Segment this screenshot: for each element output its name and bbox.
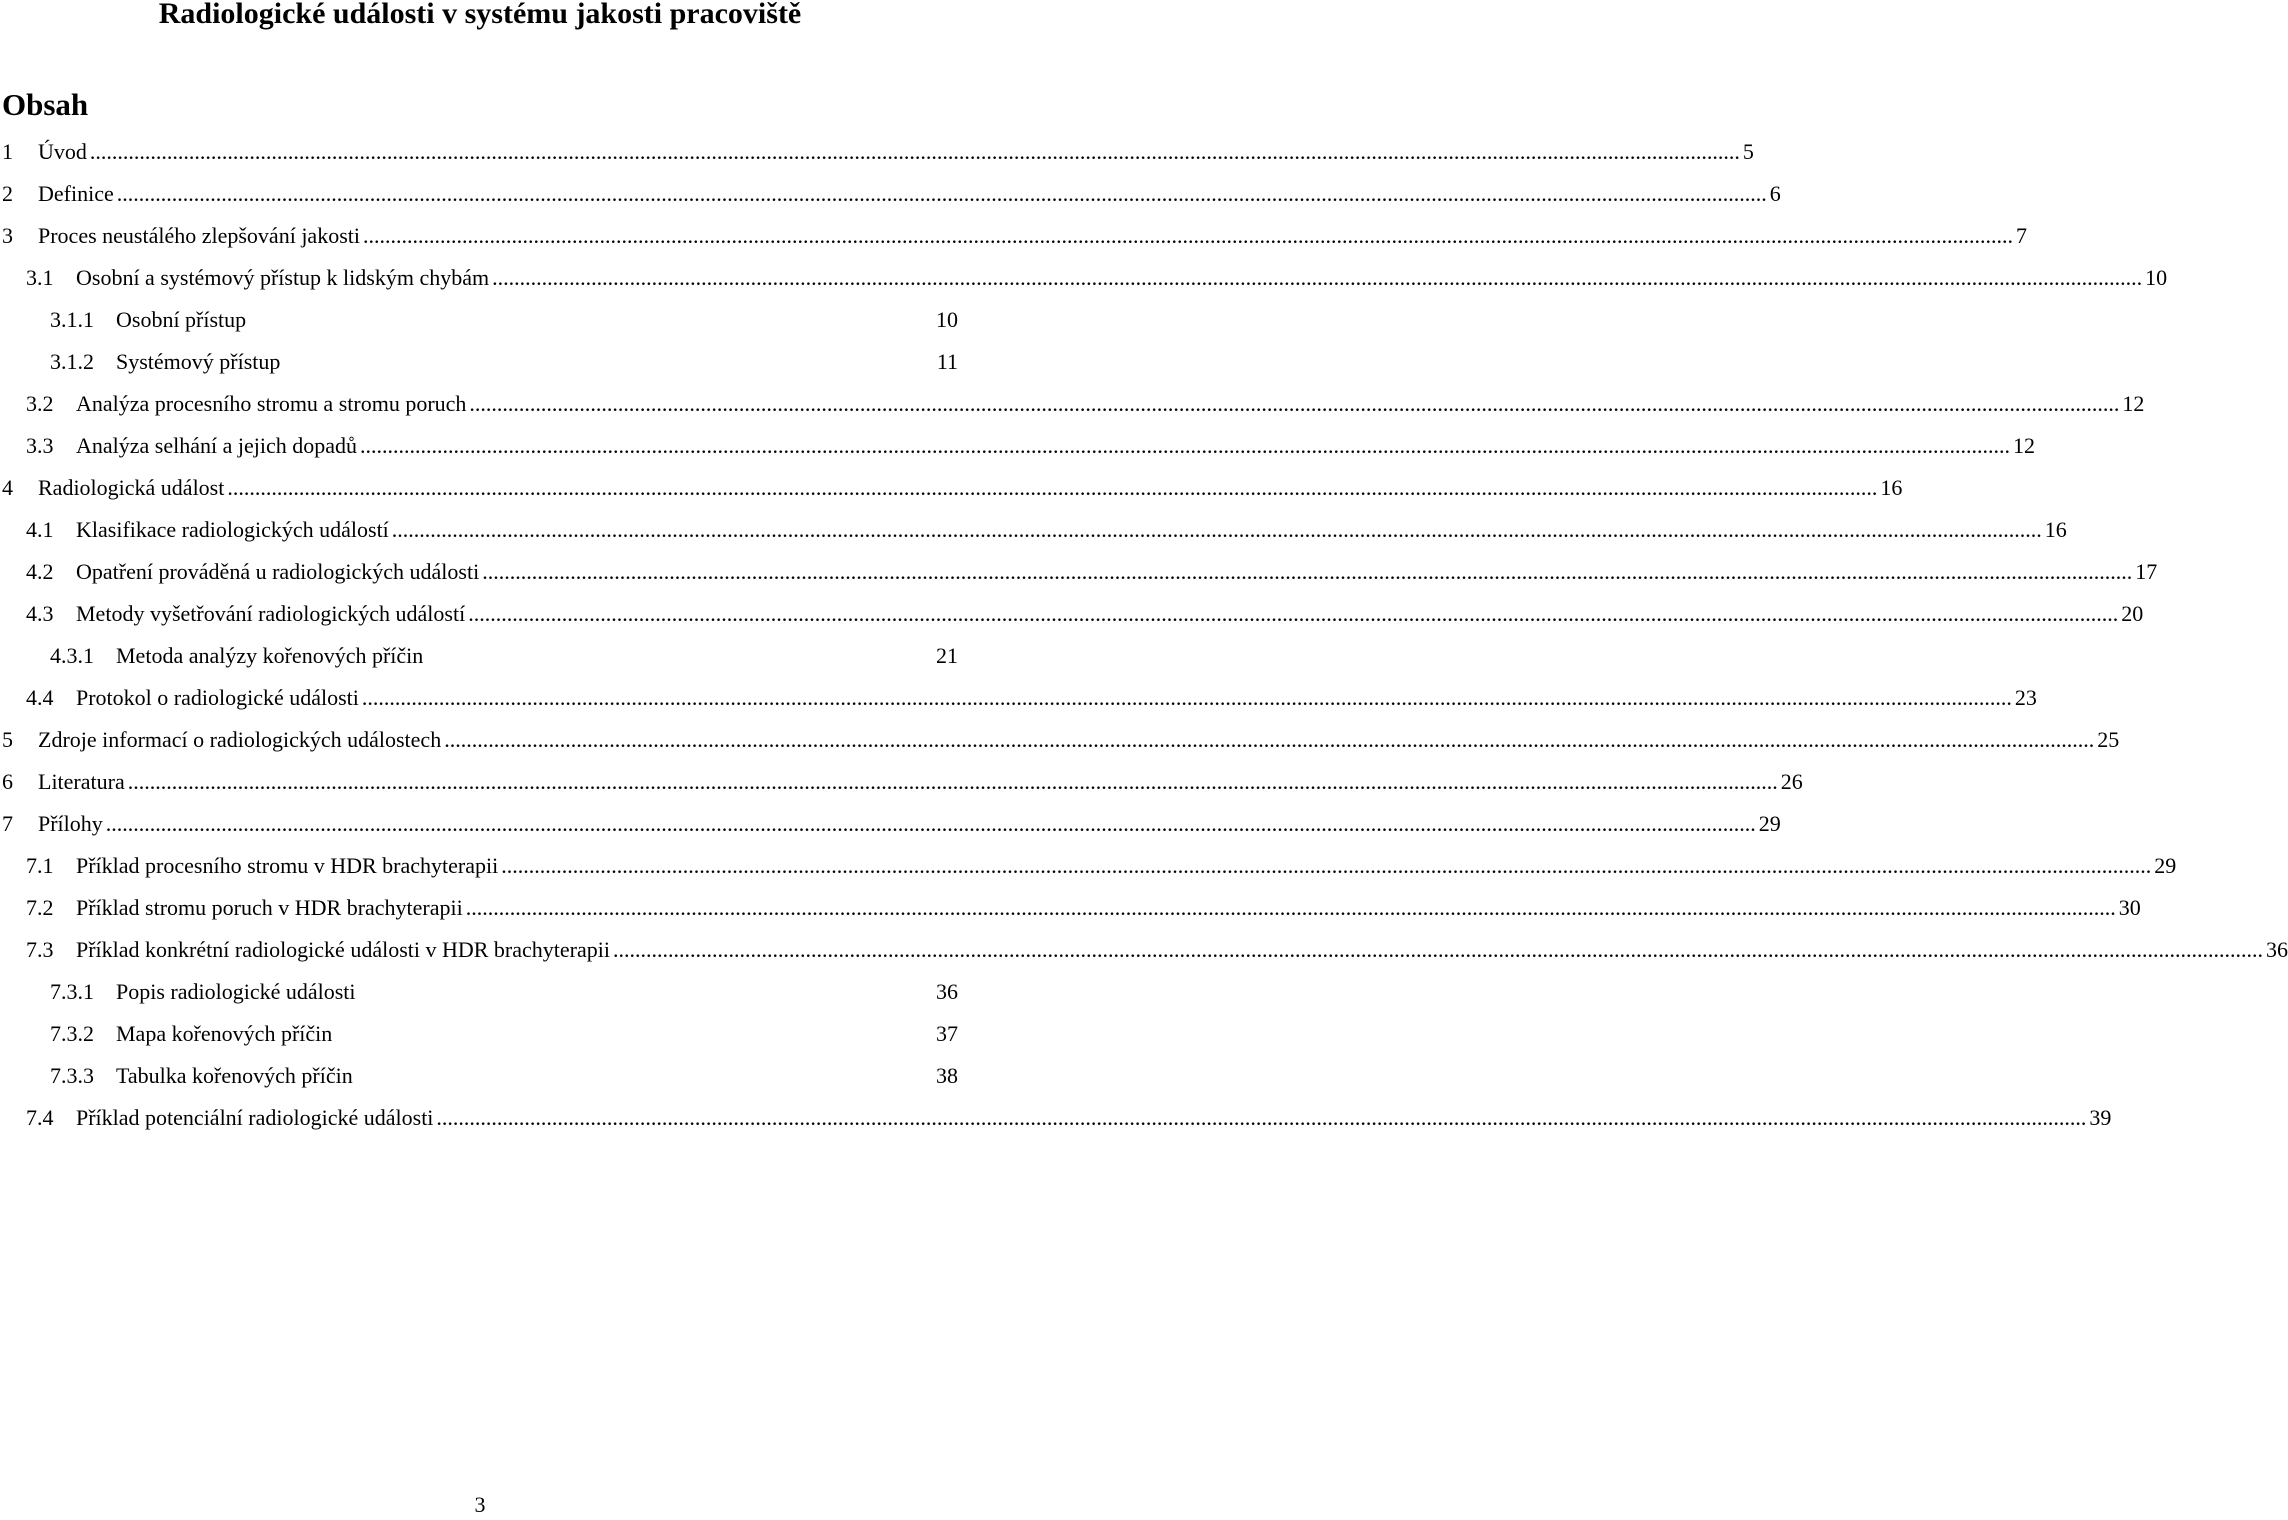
toc-entry-page: 23 <box>2014 685 2037 710</box>
toc-entry[interactable] <box>0 677 2037 719</box>
toc-entry-page: 29 <box>1758 811 1781 836</box>
toc-entry-page: 36 <box>2265 937 2288 962</box>
toc-entry-row <box>76 593 2144 635</box>
toc-entry-row <box>76 383 2145 425</box>
toc-entry-row <box>76 509 2067 551</box>
toc-entry-row <box>38 173 1781 215</box>
toc-entry-title: Tabulka kořenových příčin <box>116 1063 353 1088</box>
toc-entry-number: 4 <box>2 475 13 500</box>
toc-entry[interactable] <box>0 257 2168 299</box>
toc-entry[interactable] <box>0 635 960 677</box>
toc-entry-title: Metody vyšetřování radiologických událostí <box>76 601 466 626</box>
toc-entry[interactable] <box>0 761 1803 803</box>
toc-entry-page: 29 <box>2154 853 2177 878</box>
toc-dot-leader: ............................................................................................................................................................................................................................................................................................................ <box>436 1105 2087 1130</box>
toc-entry-row <box>76 845 2177 887</box>
toc-entry-title: Radiologická událost <box>38 475 225 500</box>
toc-dot-leader: ............................................................................................................................................................................................................................................................................................................ <box>116 181 1767 206</box>
toc-dot-leader: ............................................................................................................................................................................................................................................................................................................ <box>469 391 2120 416</box>
toc-entry-title: Literatura <box>38 769 125 794</box>
toc-entry-row <box>76 551 2158 593</box>
toc-entry-row <box>38 131 1754 173</box>
toc-entry-number: 6 <box>2 769 13 794</box>
toc-entry-number: 1 <box>2 139 13 164</box>
toc-entry[interactable] <box>0 1013 960 1055</box>
toc-entry-title: Klasifikace radiologických událostí <box>76 517 389 542</box>
toc-entry-number: 4.3 <box>26 601 54 626</box>
toc-heading: Obsah <box>2 87 89 122</box>
toc-entry-page: 10 <box>936 307 958 332</box>
toc-entry-number: 3.1 <box>26 265 54 290</box>
toc-entry-title: Příklad procesního stromu v HDR brachyterapii <box>76 853 499 878</box>
toc-entry[interactable] <box>0 509 2067 551</box>
toc-entry-row <box>116 635 960 677</box>
toc-dot-leader: ............................................................................................................................................................................................................................................................................................................ <box>361 685 2012 710</box>
toc-entry-page: 12 <box>2122 391 2145 416</box>
page-number: 3 <box>474 1492 486 1517</box>
toc-entry-number: 3.1.1 <box>50 307 94 332</box>
toc-entry-number: 4.2 <box>26 559 54 584</box>
toc-entry[interactable] <box>0 173 1781 215</box>
toc-entry-number: 7.2 <box>26 895 54 920</box>
toc-entry-row <box>38 761 1803 803</box>
toc-entry-row <box>76 887 2141 929</box>
toc-entry-number: 4.4 <box>26 685 54 710</box>
toc-entry-page: 11 <box>936 349 958 374</box>
toc-entry-page: 17 <box>2135 559 2158 584</box>
toc-dot-leader: ............................................................................................................................................................................................................................................................................................................ <box>492 265 2143 290</box>
toc-entry-number: 3 <box>2 223 13 248</box>
toc-entry-number: 3.2 <box>26 391 54 416</box>
toc-entry-page: 5 <box>1742 139 1754 164</box>
toc-entry-number: 5 <box>2 727 13 752</box>
toc-entry-row <box>116 341 960 383</box>
toc-dot-leader: ............................................................................................................................................................................................................................................................................................................ <box>465 895 2116 920</box>
toc-entry-row <box>38 719 2120 761</box>
toc-entry-title: Příklad konkrétní radiologické události v HDR brachyterapii <box>76 937 610 962</box>
toc-entry-number: 7.3 <box>26 937 54 962</box>
toc-entry[interactable] <box>0 131 1754 173</box>
toc-entry-number: 7.3.2 <box>50 1021 94 1046</box>
toc-entry-number: 7.1 <box>26 853 54 878</box>
toc-entry-page: 25 <box>2097 727 2120 752</box>
toc-entry-title: Protokol o radiologické události <box>76 685 359 710</box>
toc-entry-row <box>38 803 1781 845</box>
toc-entry-page: 6 <box>1769 181 1781 206</box>
toc-entry-title: Opatření prováděná u radiologických události <box>76 559 480 584</box>
toc-entry-title: Proces neustálého zlepšování jakosti <box>38 223 360 248</box>
toc-entry-page: 7 <box>2015 223 2027 248</box>
toc-dot-leader: ............................................................................................................................................................................................................................................................................................................ <box>391 517 2042 542</box>
toc-entry[interactable] <box>0 971 960 1013</box>
toc-entry-page: 26 <box>1780 769 1803 794</box>
toc-entry-number: 7.3.1 <box>50 979 94 1004</box>
toc-entry[interactable] <box>0 887 2141 929</box>
toc-entry[interactable] <box>0 803 1781 845</box>
toc-entry-page: 37 <box>936 1021 958 1046</box>
toc-entry-title: Osobní přístup <box>116 307 247 332</box>
toc-dot-leader: ............................................................................................................................................................................................................................................................................................................ <box>444 727 2095 752</box>
toc-dot-leader: ............................................................................................................................................................................................................................................................................................................ <box>227 475 1878 500</box>
toc-entry-number: 7 <box>2 811 13 836</box>
toc-entry[interactable] <box>0 341 960 383</box>
toc-entry-page: 38 <box>936 1063 958 1088</box>
toc-entry-title: Příklad stromu poruch v HDR brachyterapii <box>76 895 463 920</box>
toc-entry-page: 10 <box>2145 265 2168 290</box>
toc-dot-leader: ............................................................................................................................................................................................................................................................................................................ <box>468 601 2119 626</box>
toc-entry-number: 4.1 <box>26 517 54 542</box>
toc-entry-number: 3.3 <box>26 433 54 458</box>
toc-entry-number: 3.1.2 <box>50 349 94 374</box>
toc-entry-title: Popis radiologické události <box>116 979 356 1004</box>
toc-dot-leader: ............................................................................................................................................................................................................................................................................................................ <box>501 853 2152 878</box>
toc-dot-leader: ............................................................................................................................................................................................................................................................................................................ <box>105 811 1756 836</box>
toc-entry[interactable] <box>0 551 2158 593</box>
toc-entry-page: 16 <box>2044 517 2067 542</box>
toc-entry-page: 16 <box>1880 475 1903 500</box>
toc-entry-title: Příklad potenciální radiologické události <box>76 1105 434 1130</box>
toc-entry[interactable] <box>0 425 2036 467</box>
toc-entry-page: 39 <box>2089 1105 2112 1130</box>
toc-entry-row <box>116 1055 960 1097</box>
toc-entry-title: Definice <box>38 181 114 206</box>
toc-entry[interactable] <box>0 719 2120 761</box>
toc-entry[interactable] <box>0 383 2145 425</box>
toc-entry-row <box>76 257 2168 299</box>
toc-entry-title: Metoda analýzy kořenových příčin <box>116 643 424 668</box>
toc-entry[interactable] <box>0 1097 2112 1139</box>
toc-entry-title: Analýza selhání a jejich dopadů <box>76 433 358 458</box>
toc-entry-number: 7.3.3 <box>50 1063 94 1088</box>
toc-dot-leader: ............................................................................................................................................................................................................................................................................................................ <box>127 769 1778 794</box>
toc-entry-page: 20 <box>2121 601 2144 626</box>
toc-entry-row <box>76 1097 2112 1139</box>
toc-entry-title: Přílohy <box>38 811 103 836</box>
toc-dot-leader: ............................................................................................................................................................................................................................................................................................................ <box>612 937 2263 962</box>
toc-entry-page: 30 <box>2118 895 2141 920</box>
toc-entry[interactable] <box>0 299 960 341</box>
toc-entry-page: 36 <box>936 979 958 1004</box>
toc-entry-title: Mapa kořenových příčin <box>116 1021 333 1046</box>
toc-entry[interactable] <box>0 593 2144 635</box>
toc-entry-row <box>116 1013 960 1055</box>
table-of-contents <box>0 131 2288 1139</box>
toc-entry-row <box>76 677 2037 719</box>
toc-entry[interactable] <box>0 845 2177 887</box>
toc-entry-number: 2 <box>2 181 13 206</box>
toc-entry-number: 4.3.1 <box>50 643 94 668</box>
toc-entry-row <box>116 971 960 1013</box>
toc-dot-leader: ............................................................................................................................................................................................................................................................................................................ <box>360 433 2011 458</box>
toc-entry-row <box>76 929 2288 971</box>
toc-dot-leader: ............................................................................................................................................................................................................................................................................................................ <box>482 559 2133 584</box>
toc-entry-row <box>38 467 1903 509</box>
toc-entry-title: Osobní a systémový přístup k lidským chybám <box>76 265 490 290</box>
toc-entry-number: 7.4 <box>26 1105 54 1130</box>
toc-entry[interactable] <box>0 1055 960 1097</box>
toc-entry-page: 21 <box>936 643 958 668</box>
toc-entry-row <box>38 215 2027 257</box>
toc-entry-row <box>76 425 2036 467</box>
toc-dot-leader: ............................................................................................................................................................................................................................................................................................................ <box>89 139 1740 164</box>
document-title: Radiologické události v systému jakosti pracoviště <box>158 0 802 30</box>
toc-entry-title: Systémový přístup <box>116 349 281 374</box>
toc-entry-title: Úvod <box>38 139 87 164</box>
toc-entry-title: Zdroje informací o radiologických událostech <box>38 727 442 752</box>
toc-entry-row <box>116 299 960 341</box>
toc-entry[interactable] <box>0 467 1903 509</box>
toc-dot-leader: ............................................................................................................................................................................................................................................................................................................ <box>362 223 2013 248</box>
toc-entry[interactable] <box>0 929 2288 971</box>
toc-entry-page: 12 <box>2013 433 2036 458</box>
toc-entry[interactable] <box>0 215 2027 257</box>
toc-entry-title: Analýza procesního stromu a stromu poruch <box>76 391 467 416</box>
